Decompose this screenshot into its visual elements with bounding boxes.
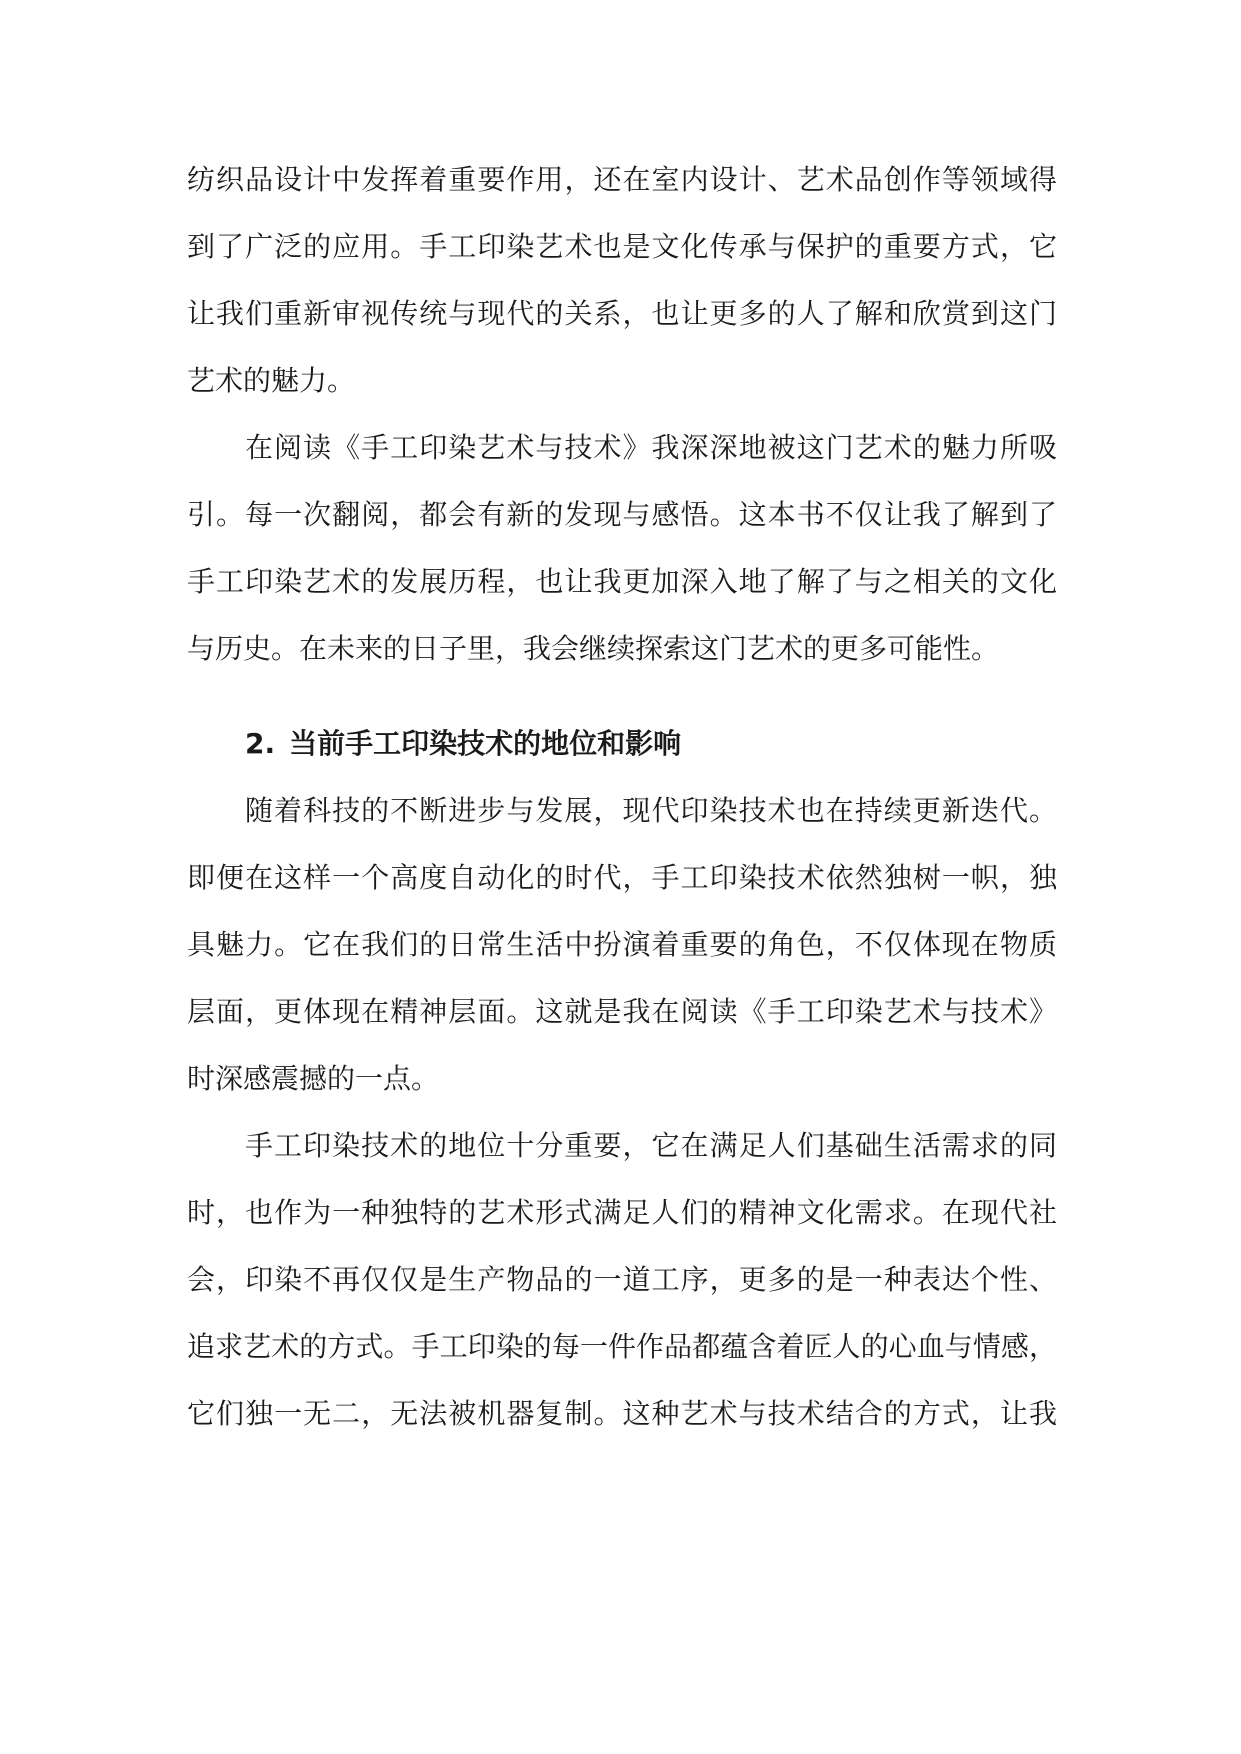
paragraph bbox=[187, 777, 1057, 1112]
text-line: 追求艺术的方式。手工印染的每一件作品都蕴含着匠人的心血与情感， bbox=[187, 1330, 1057, 1363]
document-body bbox=[187, 146, 1057, 1447]
paragraph bbox=[187, 1112, 1057, 1447]
text-line: 时，也作为一种独特的艺术形式满足人们的精神文化需求。在现代社 bbox=[187, 1196, 1057, 1229]
section-number: 2. bbox=[245, 727, 276, 760]
text-line: 到了广泛的应用。手工印染艺术也是文化传承与保护的重要方式，它 bbox=[187, 230, 1057, 263]
section-heading bbox=[187, 710, 1057, 777]
text-line: 手工印染艺术的发展历程，也让我更加深入地了解了与之相关的文化 bbox=[187, 565, 1057, 598]
section-title: 当前手工印染技术的地位和影响 bbox=[289, 727, 682, 760]
text-line: 让我们重新审视传统与现代的关系，也让更多的人了解和欣赏到这门 bbox=[187, 297, 1057, 330]
text-line: 与历史。在未来的日子里，我会继续探索这门艺术的更多可能性。 bbox=[187, 632, 1000, 665]
paragraph bbox=[187, 146, 1057, 414]
text-line: 在阅读《手工印染艺术与技术》我深深地被这门艺术的魅力所吸 bbox=[245, 431, 1057, 464]
text-line: 引。每一次翻阅，都会有新的发现与感悟。这本书不仅让我了解到了 bbox=[187, 498, 1057, 531]
text-line: 即便在这样一个高度自动化的时代，手工印染技术依然独树一帜，独 bbox=[187, 861, 1057, 894]
text-line: 艺术的魅力。 bbox=[187, 364, 356, 397]
text-line: 随着科技的不断进步与发展，现代印染技术也在持续更新迭代。 bbox=[245, 794, 1057, 827]
text-line: 纺织品设计中发挥着重要作用，还在室内设计、艺术品创作等领域得 bbox=[187, 163, 1057, 196]
text-line: 它们独一无二，无法被机器复制。这种艺术与技术结合的方式，让我 bbox=[187, 1397, 1057, 1430]
text-line: 时深感震撼的一点。 bbox=[187, 1062, 440, 1095]
text-line: 具魅力。它在我们的日常生活中扮演着重要的角色，不仅体现在物质 bbox=[187, 928, 1057, 961]
text-line: 手工印染技术的地位十分重要，它在满足人们基础生活需求的同 bbox=[245, 1129, 1057, 1162]
text-line: 层面，更体现在精神层面。这就是我在阅读《手工印染艺术与技术》 bbox=[187, 995, 1057, 1028]
text-line: 会，印染不再仅仅是生产物品的一道工序，更多的是一种表达个性、 bbox=[187, 1263, 1057, 1296]
paragraph bbox=[187, 414, 1057, 682]
